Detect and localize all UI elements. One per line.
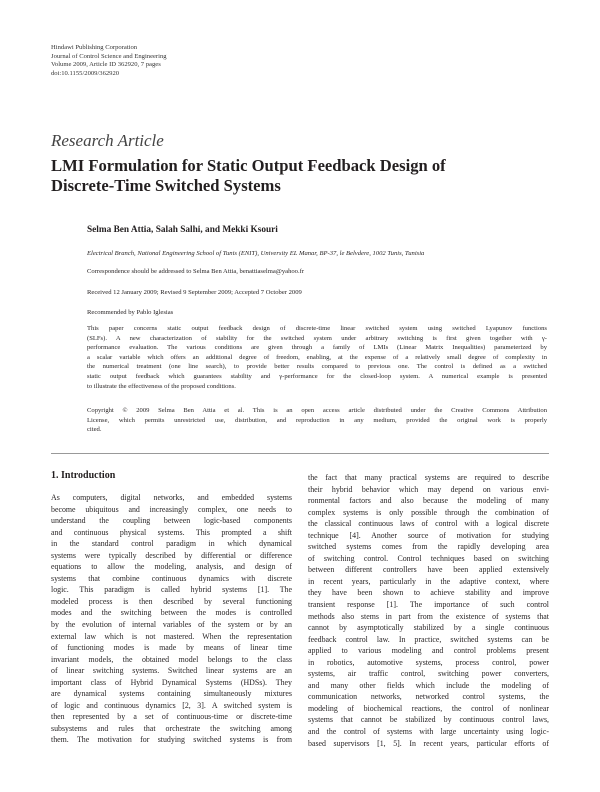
body-text-line: As computers, digital networks, and embedded systems xyxy=(51,493,292,502)
body-text-line: feedback control law. In practice, switched systems can be xyxy=(308,634,549,644)
abstract-line: to illustrate the effectiveness of the proposed conditions. xyxy=(87,382,236,390)
volume-line: Volume 2009, Article ID 362920, 7 pages xyxy=(51,61,161,69)
copyright-line: Copyright © 2009 Selma Ben Attia et al. This is an open access article distributed under the Creative Commons Attribution xyxy=(87,407,547,414)
body-text-line: then represented by a set of continuous-time or discrete-time xyxy=(51,712,292,722)
body-text-line: complex systems is only possible through the combination of xyxy=(308,507,549,517)
body-text-line: methods also stems in part from the existence of systems that xyxy=(308,611,549,621)
body-text-line: they have been shown to achieve stability and improve xyxy=(308,588,549,598)
body-text-line: them. The motivation for studying switched systems is from xyxy=(51,735,292,745)
body-text-line: and the control of systems with large uncertainty using logic- xyxy=(308,727,549,737)
body-text-line: of switching control. Control techniques based on switching xyxy=(308,553,549,563)
body-text-line: by the evolution of internal variables of the system or by an xyxy=(51,620,292,630)
body-text-line: communication networks, networked control systems, the xyxy=(308,692,549,702)
journal-header xyxy=(51,44,167,78)
author-list: Selma Ben Attia, Salah Salhi, and Mekki Ksouri xyxy=(87,225,278,235)
body-text-line: of linear switching systems. Switched linear systems are an xyxy=(51,666,292,676)
body-text-line: in robotics, automotive systems, process control, power xyxy=(308,657,549,667)
body-text-line: of functioning modes is made by means of linear time xyxy=(51,643,292,653)
body-text-line: their hybrid behavior which may depend on various envi- xyxy=(308,484,549,494)
body-text-line: are dynamical systems containing simultaneously mixtures xyxy=(51,689,292,699)
section-heading: 1. Introduction xyxy=(51,470,116,481)
body-text-line: modes and the switching between the modes is controlled xyxy=(51,608,292,618)
body-text-line: equations to allow the modeling, analysis, and design of xyxy=(51,562,292,572)
publisher-line: Hindawi Publishing Corporation xyxy=(51,44,138,51)
body-text-line: the fact that many practical systems are required to describe xyxy=(308,473,549,482)
article-title xyxy=(51,156,571,196)
body-text-line: based supervisors [1, 5]. In recent years, particular efforts of xyxy=(308,738,549,748)
body-text-line: subsystems and rules that orchestrate the switching among xyxy=(51,723,292,733)
section-divider xyxy=(51,453,549,454)
journal-line: Journal of Control Science and Engineering xyxy=(51,52,167,60)
copyright-line: License, which permits unrestricted use, distribution, and reproduction in any medium, provided the original work is properly xyxy=(87,416,547,424)
received-line: Received 12 January 2009; Revised 9 September 2009; Accepted 7 October 2009 xyxy=(87,289,302,296)
body-text-line: and many other fields which include the modeling of xyxy=(308,680,549,690)
title-line: LMI Formulation for Static Output Feedback Design of xyxy=(51,156,446,175)
body-text-line: important class of Hybrid Dynamical Systems (HDSs). They xyxy=(51,677,292,687)
abstract-line: performance evaluation. The various conditions are given through a family of LMIs (Linear Matrix Inequalities) parameterized by xyxy=(87,344,547,352)
doi-line: doi:10.1155/2009/362920 xyxy=(51,69,120,77)
correspondence-line: Correspondence should be addressed to Selma Ben Attia, benattiaselma@yahoo.fr xyxy=(87,268,305,275)
body-text-line: modeled process is then described by several functioning xyxy=(51,596,292,606)
body-text-line: of logic and continuous dynamics [2, 3]. A switched system is xyxy=(51,700,292,710)
abstract-line: This paper concerns static output feedback design of discrete-time linear switched system using switched Lyapunov functions xyxy=(87,325,547,332)
body-text-line: cannot by asymptotically stabilized by a single continuous xyxy=(308,623,549,633)
copyright-notice xyxy=(87,406,547,435)
abstract-line: a scalar variable which offers an additional degree of freedom, enabling, at the expense of a relatively small degree of complexity in xyxy=(87,353,547,361)
body-text-line: applied to various modeling and control problems present xyxy=(308,646,549,656)
body-text-line: become ubiquitous and increasingly complex, one needs to xyxy=(51,504,292,514)
body-column-left xyxy=(51,492,292,746)
body-text-line: systems that combine continuous dynamics with discrete xyxy=(51,573,292,583)
body-text-line: technique [4]. Another source of motivation for studying xyxy=(308,530,549,540)
body-text-line: modeling of biochemical reactions, the control of nonlinear xyxy=(308,703,549,713)
body-column-right xyxy=(308,472,549,749)
article-type-label: Research Article xyxy=(51,131,164,150)
body-text-line: external law which is not mastered. When the representation xyxy=(51,631,292,641)
affiliation: Electrical Branch, National Engineering School of Tunis (ENIT), University EL Manar, BP-37, le Belvdere, 1002 Tunis, Tunisia xyxy=(87,250,425,257)
body-text-line: systems were typically described by differential or difference xyxy=(51,550,292,560)
body-text-line: logic. This paradigm is called hybrid systems [1]. The xyxy=(51,585,292,595)
recommended-line: Recommended by Pablo Iglesias xyxy=(87,309,174,316)
title-line: Discrete-Time Switched Systems xyxy=(51,176,281,195)
body-text-line: systems, air traffic control, switching power converters, xyxy=(308,669,549,679)
abstract-line: static output feedback which guarantees stability and γ-performance for the closed-loop system. A numerical example is presented xyxy=(87,372,547,380)
body-text-line: in the standard control paradigm in which dynamical xyxy=(51,539,292,549)
abstract-line: the numerical treatment (one line search), to provide better results compared to previous one. The control is defined as a switched xyxy=(87,363,547,371)
body-text-line: between different controllers have been applied extensively xyxy=(308,565,549,575)
abstract xyxy=(87,324,547,391)
body-text-line: transient response [1]. The importance of such control xyxy=(308,600,549,610)
abstract-line: (SLFs). A new characterization of stability for the switched system under arbitrary switching is first given together with γ- xyxy=(87,334,547,342)
body-text-line: the classical continuous laws of control with a logical discrete xyxy=(308,519,549,529)
body-text-line: understand the coupling between logic-based components xyxy=(51,516,292,526)
body-text-line: in recent years, particularly in the adaptive context, where xyxy=(308,576,549,586)
copyright-line: cited. xyxy=(87,426,102,434)
body-text-line: invariant models, the obtained model belongs to the class xyxy=(51,654,292,664)
body-text-line: systems that cannot be stabilized by continuous control laws, xyxy=(308,715,549,725)
body-text-line: ronmental factors and also because the modeling of many xyxy=(308,496,549,506)
body-text-line: and continuous physical systems. This prompted a shift xyxy=(51,527,292,537)
body-text-line: switched systems comes from the rapidly developing area xyxy=(308,542,549,552)
